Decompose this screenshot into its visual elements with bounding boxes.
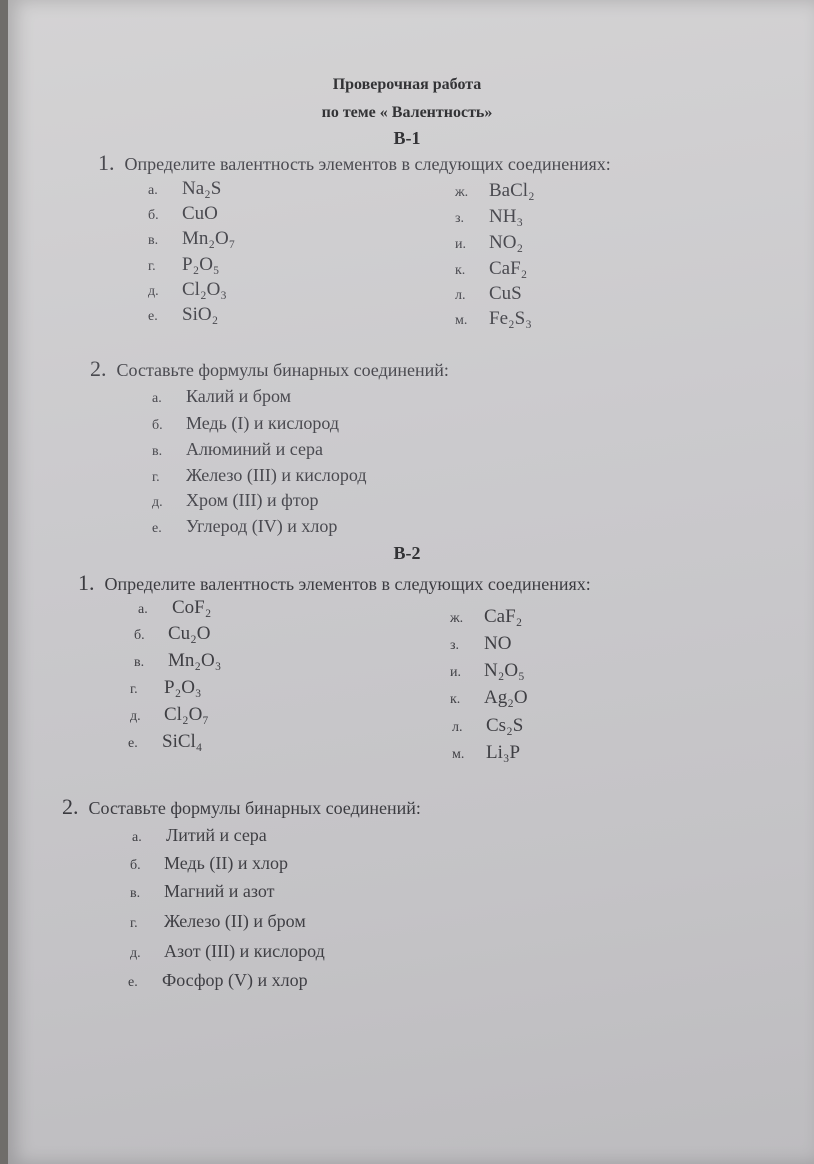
v1-q2-item [152, 386, 291, 407]
item-letter: м. [452, 747, 465, 762]
item-letter: л. [452, 720, 463, 735]
item-letter: з. [455, 211, 465, 226]
v1-q1-item [455, 308, 532, 330]
item-letter: г. [148, 259, 156, 274]
item-letter: б. [152, 418, 163, 433]
v2-q1-item [450, 606, 522, 628]
item-letter: д. [130, 709, 141, 724]
v2-q1-item [450, 687, 528, 709]
v1-q1-item [455, 258, 527, 280]
item-text: Железо (III) и кислород [186, 465, 367, 485]
v2-q1-text: Определите валентность элементов в следующих соединениях: [104, 574, 591, 594]
item-formula: BaCl₂ [489, 180, 535, 201]
v1-q1-number: 1. [98, 150, 115, 175]
variant-1-label: В-1 [393, 128, 421, 148]
item-text: Литий и сера [166, 825, 267, 845]
v1-q2-item [152, 490, 318, 511]
v2-q2-item [130, 941, 325, 962]
item-formula: CoF₂ [172, 597, 212, 618]
v1-q1-item [455, 232, 523, 254]
item-letter: м. [455, 313, 468, 328]
item-text: Углерод (IV) и хлор [186, 516, 338, 536]
item-formula: Cu₂O [168, 623, 211, 644]
item-formula: SiCl₄ [162, 731, 203, 752]
item-letter: г. [130, 682, 138, 697]
item-letter: д. [148, 284, 159, 299]
item-letter: е. [128, 736, 138, 751]
item-letter: д. [152, 495, 163, 510]
item-letter: г. [152, 470, 160, 485]
v1-q1-heading [98, 150, 611, 176]
item-letter: в. [134, 655, 145, 670]
item-letter: и. [455, 237, 466, 252]
v1-q2-item [152, 439, 323, 460]
v2-q1-heading [78, 570, 591, 596]
v2-q2-item [130, 853, 288, 874]
variant-2-label: В-2 [393, 543, 421, 563]
v2-q1-item [134, 650, 221, 672]
item-letter: б. [148, 208, 159, 223]
item-formula: Cl₂O₇ [164, 704, 209, 725]
v2-q2-item [130, 881, 275, 902]
item-formula: Fe₂S₃ [489, 308, 532, 329]
item-text: Алюминий и сера [186, 439, 323, 459]
v1-q1-item [148, 304, 218, 326]
v2-q1-item [450, 660, 525, 682]
item-letter: л. [455, 288, 466, 303]
item-letter: е. [148, 309, 158, 324]
v1-q1-item [455, 180, 535, 202]
item-formula: CuS [489, 283, 522, 304]
v2-q2-item [130, 911, 306, 932]
title-line-2: по теме « Валентность» [321, 104, 493, 121]
v1-q2-heading [90, 356, 449, 382]
item-letter: в. [148, 233, 159, 248]
item-text: Магний и азот [164, 881, 275, 901]
item-letter: к. [450, 692, 461, 707]
item-formula: Mn₂O₃ [168, 650, 222, 671]
item-letter: а. [152, 391, 162, 406]
item-letter: ж. [450, 611, 464, 626]
item-formula: Mn₂O₇ [182, 228, 236, 249]
item-text: Азот (III) и кислород [164, 941, 325, 961]
item-text: Хром (III) и фтор [186, 490, 319, 510]
item-formula: Li₃P [486, 742, 521, 763]
item-letter: а. [132, 830, 142, 845]
item-text: Железо (II) и бром [164, 911, 306, 931]
v1-q1-item [148, 228, 235, 250]
v2-q2-text: Составьте формулы бинарных соединений: [88, 798, 421, 818]
item-formula: NO₂ [489, 232, 524, 253]
v1-q1-item [148, 203, 218, 225]
item-letter: з. [450, 638, 460, 653]
v1-q2-item [152, 413, 339, 434]
item-text: Медь (II) и хлор [164, 853, 288, 873]
item-letter: б. [130, 858, 141, 873]
v1-q1-item [455, 206, 523, 228]
item-formula: SiO₂ [182, 304, 219, 325]
item-letter: б. [134, 628, 145, 643]
item-letter: е. [152, 521, 162, 536]
v1-q1-item [148, 178, 221, 200]
item-formula: Ag₂O [484, 687, 528, 708]
v2-q1-number: 1. [78, 570, 95, 595]
item-letter: и. [450, 665, 461, 680]
item-letter: е. [128, 975, 138, 990]
v1-q1-text: Определите валентность элементов в следующих соединениях: [124, 154, 611, 174]
v2-q1-item [452, 715, 523, 737]
item-letter: в. [130, 886, 141, 901]
v1-q2-text: Составьте формулы бинарных соединений: [116, 360, 449, 380]
v2-q2-heading [62, 794, 421, 820]
item-formula: NH₃ [489, 206, 524, 227]
v1-q2-item [152, 465, 367, 486]
item-letter: г. [130, 916, 138, 931]
title-line-1: Проверочная работа [332, 76, 482, 93]
item-formula: Cs₂S [486, 715, 524, 736]
v1-q1-item [148, 254, 220, 276]
item-formula: P₂O₅ [182, 254, 220, 275]
item-letter: д. [130, 946, 141, 961]
item-letter: в. [152, 444, 163, 459]
item-letter: к. [455, 263, 466, 278]
item-formula: Na₂S [182, 178, 222, 199]
v1-q1-item [148, 279, 227, 301]
item-formula: NO [484, 633, 512, 654]
item-formula: CaF₂ [484, 606, 523, 627]
item-formula: CaF₂ [489, 258, 528, 279]
item-formula: N₂O₅ [484, 660, 525, 681]
item-letter: ж. [455, 185, 469, 200]
item-text: Фосфор (V) и хлор [162, 970, 308, 990]
item-text: Медь (I) и кислород [186, 413, 339, 433]
v2-q1-item [130, 677, 202, 699]
item-formula: P₂O₃ [164, 677, 202, 698]
v1-q1-item [455, 283, 522, 305]
item-letter: а. [148, 183, 158, 198]
item-formula: CuO [182, 203, 218, 224]
item-formula: Cl₂O₃ [182, 279, 227, 300]
v2-q1-item [452, 742, 520, 764]
v2-q2-item [128, 970, 308, 991]
v2-q1-item [128, 731, 202, 753]
v2-q2-number: 2. [62, 794, 79, 819]
v2-q1-item [450, 633, 511, 655]
v2-q1-item [130, 704, 209, 726]
item-text: Калий и бром [186, 386, 292, 406]
v2-q2-item [132, 825, 267, 846]
item-letter: а. [138, 602, 148, 617]
v2-q1-item [138, 597, 211, 619]
v1-q2-item [152, 516, 337, 537]
v2-q1-item [134, 623, 211, 645]
v1-q2-number: 2. [90, 356, 107, 381]
